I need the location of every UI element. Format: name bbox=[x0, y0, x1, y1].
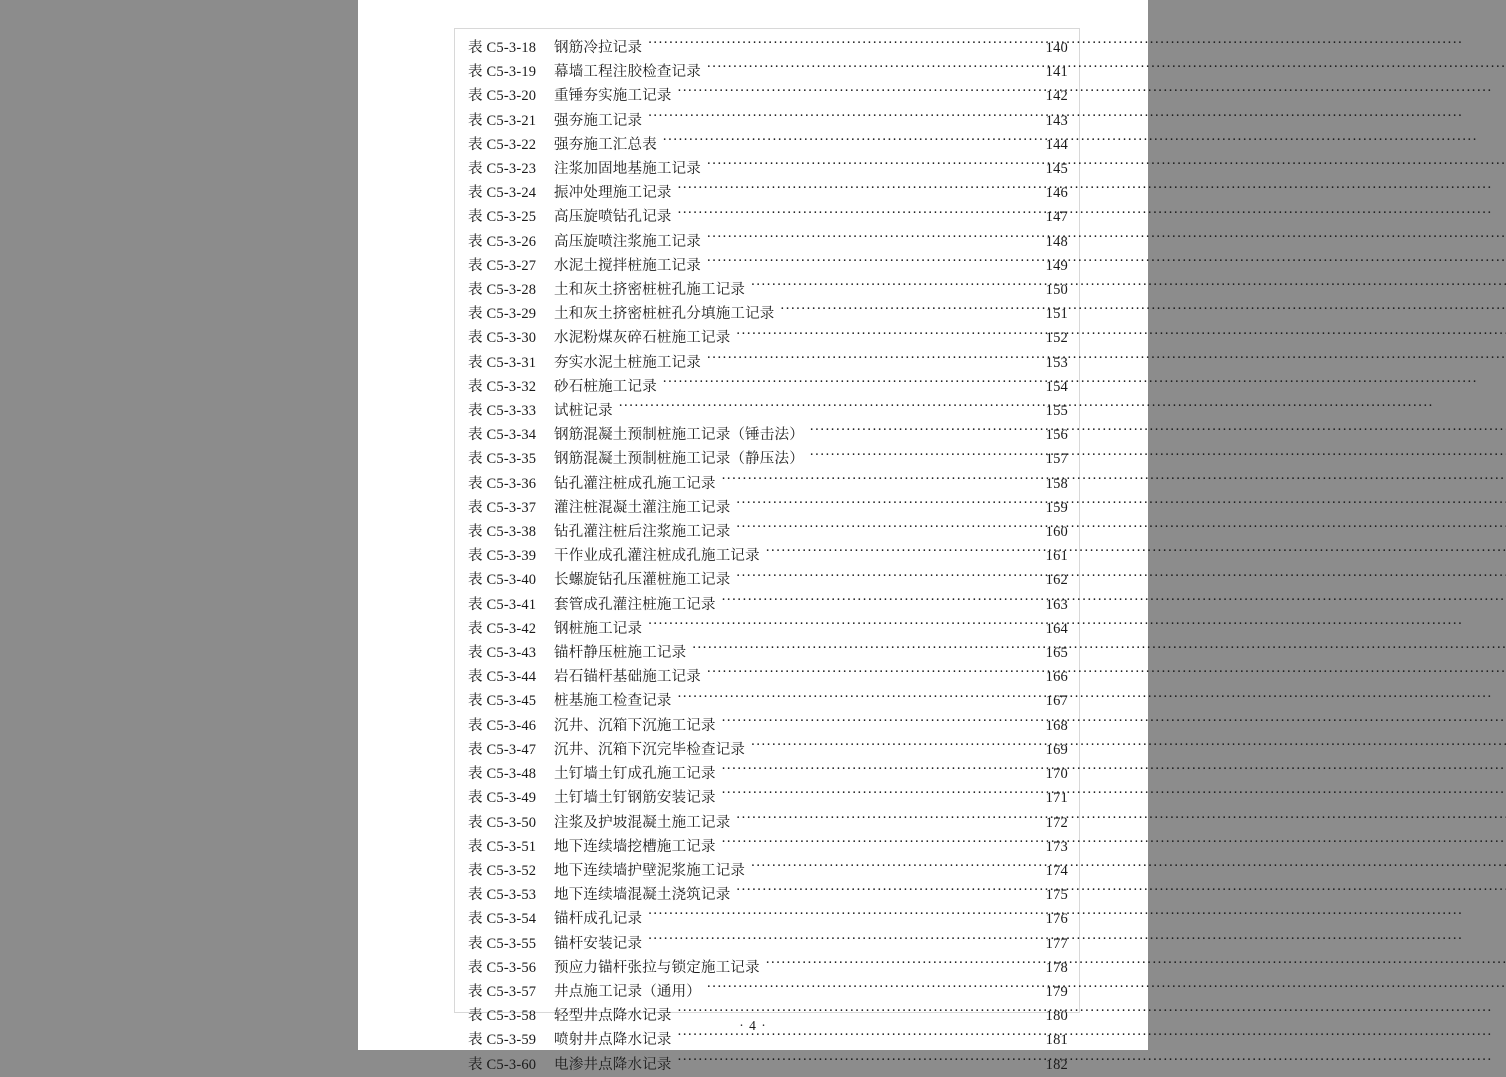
toc-entry-page: 177 bbox=[1045, 935, 1068, 952]
toc-entry-page: 161 bbox=[1045, 548, 1068, 565]
toc-entry-title: 砂石桩施工记录 bbox=[554, 378, 657, 395]
toc-entry-number: 表 C5-3-20 bbox=[468, 88, 537, 105]
toc-entry-title: 地下连续墙护壁泥浆施工记录 bbox=[554, 862, 746, 879]
toc-entry-page: 166 bbox=[1045, 669, 1068, 686]
table-of-contents bbox=[468, 36, 1068, 1077]
toc-entry-page: 142 bbox=[1045, 88, 1068, 105]
toc-leader-dots bbox=[736, 570, 1032, 585]
toc-entry-page: 182 bbox=[1045, 1056, 1068, 1073]
toc-entry-title: 水泥土搅拌桩施工记录 bbox=[554, 257, 701, 274]
toc-leader-dots bbox=[707, 231, 1032, 246]
toc-leader-dots bbox=[736, 497, 1032, 512]
toc-leader-dots bbox=[678, 183, 1032, 198]
toc-entry-title: 强夯施工汇总表 bbox=[554, 136, 657, 153]
toc-entry-page: 152 bbox=[1045, 330, 1068, 347]
toc-entry-number: 表 C5-3-50 bbox=[468, 814, 537, 831]
toc-entry-number: 表 C5-3-56 bbox=[468, 959, 537, 976]
toc-entry-title: 锚杆安装记录 bbox=[554, 935, 643, 952]
toc-leader-dots bbox=[678, 86, 1032, 101]
toc-entry-page: 150 bbox=[1045, 282, 1068, 299]
toc-entry-page: 141 bbox=[1045, 64, 1068, 81]
toc-leader-dots bbox=[707, 667, 1032, 682]
toc-entry-page: 154 bbox=[1045, 378, 1068, 395]
toc-entry-title: 干作业成孔灌注桩成孔施工记录 bbox=[554, 548, 760, 565]
toc-entry-number: 表 C5-3-54 bbox=[468, 911, 537, 928]
toc-entry-number: 表 C5-3-41 bbox=[468, 596, 537, 613]
toc-leader-dots bbox=[678, 1054, 1032, 1069]
toc-entry-page: 169 bbox=[1045, 741, 1068, 758]
toc-entry-number: 表 C5-3-51 bbox=[468, 838, 537, 855]
toc-entry-number: 表 C5-3-22 bbox=[468, 136, 537, 153]
toc-entry-number: 表 C5-3-24 bbox=[468, 185, 537, 202]
toc-entry-page: 158 bbox=[1045, 475, 1068, 492]
toc-leader-dots bbox=[722, 788, 1032, 803]
toc-entry-title: 试桩记录 bbox=[554, 403, 613, 420]
toc-entry-number: 表 C5-3-28 bbox=[468, 282, 537, 299]
toc-entry-title: 水泥粉煤灰碎石桩施工记录 bbox=[554, 330, 731, 347]
toc-leader-dots bbox=[766, 546, 1032, 561]
toc-entry-page: 174 bbox=[1045, 862, 1068, 879]
toc-entry-number: 表 C5-3-34 bbox=[468, 427, 537, 444]
toc-entry-number: 表 C5-3-32 bbox=[468, 378, 537, 395]
toc-entry-title: 钻孔灌注桩后注浆施工记录 bbox=[554, 524, 731, 541]
toc-entry-title: 岩石锚杆基础施工记录 bbox=[554, 669, 701, 686]
toc-entry-title: 桩基施工检查记录 bbox=[554, 693, 672, 710]
toc-entry-title: 沉井、沉箱下沉施工记录 bbox=[554, 717, 716, 734]
toc-leader-dots bbox=[648, 933, 1032, 948]
toc-entry-title: 高压旋喷钻孔记录 bbox=[554, 209, 672, 226]
toc-entry-title: 喷射井点降水记录 bbox=[554, 1032, 672, 1049]
toc-entry-title: 重锤夯实施工记录 bbox=[554, 88, 672, 105]
toc-entry-number: 表 C5-3-38 bbox=[468, 524, 537, 541]
toc-entry-title: 注浆加固地基施工记录 bbox=[554, 161, 701, 178]
toc-entry-title: 高压旋喷注浆施工记录 bbox=[554, 233, 701, 250]
toc-entry-page: 175 bbox=[1045, 887, 1068, 904]
toc-entry-number: 表 C5-3-52 bbox=[468, 862, 537, 879]
toc-leader-dots bbox=[722, 594, 1032, 609]
toc-entry-page: 178 bbox=[1045, 959, 1068, 976]
toc-entry-page: 160 bbox=[1045, 524, 1068, 541]
toc-leader-dots bbox=[810, 425, 1032, 440]
toc-leader-dots bbox=[648, 38, 1032, 53]
toc-entry-title: 地下连续墙混凝土浇筑记录 bbox=[554, 887, 731, 904]
toc-entry-title: 电渗井点降水记录 bbox=[554, 1056, 672, 1073]
toc-entry-title: 钢筋冷拉记录 bbox=[554, 40, 643, 56]
toc-leader-dots bbox=[707, 255, 1032, 270]
toc-entry-page: 179 bbox=[1045, 983, 1068, 1000]
toc-entry-number: 表 C5-3-42 bbox=[468, 620, 537, 637]
toc-entry-title: 套管成孔灌注桩施工记录 bbox=[554, 596, 716, 613]
document-page bbox=[358, 0, 1148, 1073]
toc-entry-page: 176 bbox=[1045, 911, 1068, 928]
toc-entry-number: 表 C5-3-39 bbox=[468, 548, 537, 565]
toc-leader-dots bbox=[722, 473, 1032, 488]
toc-entry-title: 振冲处理施工记录 bbox=[554, 185, 672, 202]
toc-entry-number: 表 C5-3-40 bbox=[468, 572, 537, 589]
toc-entry-number: 表 C5-3-48 bbox=[468, 766, 537, 783]
toc-entry-page: 180 bbox=[1045, 1008, 1068, 1025]
toc-entry-number: 表 C5-3-21 bbox=[468, 112, 537, 129]
toc-entry-number: 表 C5-3-60 bbox=[468, 1056, 537, 1073]
toc-entry-number: 表 C5-3-19 bbox=[468, 64, 537, 81]
toc-leader-dots bbox=[678, 691, 1032, 706]
toc-leader-dots bbox=[648, 618, 1032, 633]
toc-entry-title: 预应力锚杆张拉与锁定施工记录 bbox=[554, 959, 760, 976]
toc-entry-number: 表 C5-3-47 bbox=[468, 741, 537, 758]
toc-entry-title: 强夯施工记录 bbox=[554, 112, 643, 129]
toc-leader-dots bbox=[722, 715, 1032, 730]
toc-entry-title: 幕墙工程注胶检查记录 bbox=[554, 64, 701, 81]
toc-entry-page: 159 bbox=[1045, 499, 1068, 516]
toc-entry-page: 173 bbox=[1045, 838, 1068, 855]
toc-entry-title: 钢筋混凝土预制桩施工记录（静压法） bbox=[554, 451, 804, 468]
toc-entry-page: 167 bbox=[1045, 693, 1068, 710]
toc-leader-dots bbox=[736, 328, 1032, 343]
toc-entry-page: 170 bbox=[1045, 766, 1068, 783]
toc-entry-number: 表 C5-3-46 bbox=[468, 717, 537, 734]
toc-entry-page: 145 bbox=[1045, 161, 1068, 178]
toc-entry-page: 153 bbox=[1045, 354, 1068, 371]
toc-entry-title: 灌注桩混凝土灌注施工记录 bbox=[554, 499, 731, 516]
toc-leader-dots bbox=[619, 401, 1032, 416]
toc-entry-page: 140 bbox=[1045, 40, 1068, 56]
toc-entry-page: 181 bbox=[1045, 1032, 1068, 1049]
toc-leader-dots bbox=[781, 304, 1033, 319]
toc-leader-dots bbox=[663, 134, 1032, 149]
toc-entry-page: 155 bbox=[1045, 403, 1068, 420]
toc-entry-title: 轻型井点降水记录 bbox=[554, 1008, 672, 1025]
toc-entry-title: 土钉墙土钉钢筋安装记录 bbox=[554, 790, 716, 807]
toc-leader-dots bbox=[810, 449, 1032, 464]
toc-entry-page: 165 bbox=[1045, 645, 1068, 662]
toc-entry-number: 表 C5-3-30 bbox=[468, 330, 537, 347]
toc-entry-number: 表 C5-3-44 bbox=[468, 669, 537, 686]
toc-entry-number: 表 C5-3-37 bbox=[468, 499, 537, 516]
toc-entry-number: 表 C5-3-49 bbox=[468, 790, 537, 807]
toc-entry-number: 表 C5-3-36 bbox=[468, 475, 537, 492]
toc-entry-title: 土和灰土挤密桩桩孔施工记录 bbox=[554, 282, 746, 299]
toc-entry-page: 149 bbox=[1045, 257, 1068, 274]
toc-entry-number: 表 C5-3-29 bbox=[468, 306, 537, 323]
toc-leader-dots bbox=[766, 957, 1032, 972]
toc-leader-dots bbox=[736, 885, 1032, 900]
toc-entry-number: 表 C5-3-53 bbox=[468, 887, 537, 904]
toc-entry-number: 表 C5-3-23 bbox=[468, 161, 537, 178]
toc-entry-title: 锚杆静压桩施工记录 bbox=[554, 645, 687, 662]
toc-entry-title: 土钉墙土钉成孔施工记录 bbox=[554, 766, 716, 783]
toc-entry-title: 土和灰土挤密桩桩孔分填施工记录 bbox=[554, 306, 775, 323]
toc-entry-number: 表 C5-3-45 bbox=[468, 693, 537, 710]
toc-leader-dots bbox=[751, 739, 1032, 754]
toc-entry-title: 锚杆成孔记录 bbox=[554, 911, 643, 928]
toc-entry-title: 地下连续墙挖槽施工记录 bbox=[554, 838, 716, 855]
toc-leader-dots bbox=[692, 643, 1032, 658]
toc-entry[interactable] bbox=[468, 1053, 1068, 1077]
toc-leader-dots bbox=[722, 764, 1032, 779]
toc-leader-dots bbox=[707, 981, 1032, 996]
toc-entry-title: 井点施工记录（通用） bbox=[554, 983, 701, 1000]
toc-entry-page: 148 bbox=[1045, 233, 1068, 250]
page-footer: · 4 · bbox=[739, 1018, 767, 1033]
toc-entry-title: 钻孔灌注桩成孔施工记录 bbox=[554, 475, 716, 492]
toc-leader-dots bbox=[736, 522, 1032, 537]
toc-entry-number: 表 C5-3-33 bbox=[468, 403, 537, 420]
toc-entry-number: 表 C5-3-18 bbox=[468, 40, 537, 56]
toc-entry-page: 144 bbox=[1045, 136, 1068, 153]
toc-entry-number: 表 C5-3-26 bbox=[468, 233, 537, 250]
toc-entry-title: 夯实水泥土桩施工记录 bbox=[554, 354, 701, 371]
toc-leader-dots bbox=[722, 836, 1032, 851]
toc-entry-page: 163 bbox=[1045, 596, 1068, 613]
toc-leader-dots bbox=[707, 62, 1032, 77]
toc-entry-number: 表 C5-3-25 bbox=[468, 209, 537, 226]
toc-entry-title: 注浆及护坡混凝土施工记录 bbox=[554, 814, 731, 831]
toc-entry-number: 表 C5-3-57 bbox=[468, 983, 537, 1000]
toc-entry-number: 表 C5-3-31 bbox=[468, 354, 537, 371]
toc-leader-dots bbox=[663, 376, 1032, 391]
toc-entry-page: 151 bbox=[1045, 306, 1068, 323]
toc-entry-number: 表 C5-3-43 bbox=[468, 645, 537, 662]
toc-leader-dots bbox=[736, 812, 1032, 827]
toc-leader-dots bbox=[707, 352, 1032, 367]
toc-entry-page: 164 bbox=[1045, 620, 1068, 637]
toc-entry-page: 172 bbox=[1045, 814, 1068, 831]
toc-entry-page: 146 bbox=[1045, 185, 1068, 202]
toc-entry-title: 沉井、沉箱下沉完毕检查记录 bbox=[554, 741, 746, 758]
toc-leader-dots bbox=[648, 110, 1032, 125]
toc-entry-page: 168 bbox=[1045, 717, 1068, 734]
toc-entry-page: 147 bbox=[1045, 209, 1068, 226]
toc-entry-page: 157 bbox=[1045, 451, 1068, 468]
toc-leader-dots bbox=[678, 207, 1032, 222]
toc-leader-dots bbox=[648, 909, 1032, 924]
toc-entry-number: 表 C5-3-35 bbox=[468, 451, 537, 468]
toc-entry-page: 143 bbox=[1045, 112, 1068, 129]
toc-entry-title: 钢桩施工记录 bbox=[554, 620, 643, 637]
toc-entry-number: 表 C5-3-58 bbox=[468, 1008, 537, 1025]
toc-entry-page: 171 bbox=[1045, 790, 1068, 807]
toc-entry-number: 表 C5-3-59 bbox=[468, 1032, 537, 1049]
toc-entry-page: 162 bbox=[1045, 572, 1068, 589]
toc-leader-dots bbox=[751, 280, 1032, 295]
toc-entry-number: 表 C5-3-55 bbox=[468, 935, 537, 952]
toc-entry-page: 156 bbox=[1045, 427, 1068, 444]
toc-entry-number: 表 C5-3-27 bbox=[468, 257, 537, 274]
toc-entry-title: 长螺旋钻孔压灌桩施工记录 bbox=[554, 572, 731, 589]
toc-leader-dots bbox=[707, 159, 1032, 174]
toc-entry-title: 钢筋混凝土预制桩施工记录（锤击法） bbox=[554, 427, 804, 444]
toc-leader-dots bbox=[751, 860, 1032, 875]
